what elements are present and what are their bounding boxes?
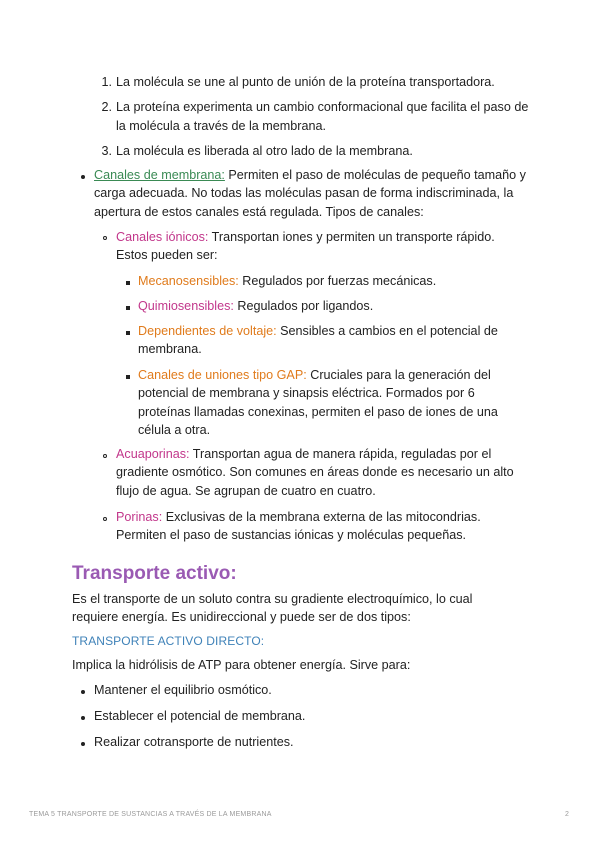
- list-item-mecanosensibles: [138, 272, 518, 290]
- use-item: Establecer el potencial de membrana.: [94, 709, 306, 723]
- acuaporinas-text: Transportan agua de manera rápida, reguladas por el gradiente osmótico. Son comunes en áreas donde es necesario un alto flujo de agua. Se agrupan de cuatro en cuatro.: [116, 447, 514, 498]
- ionicos-text: Transportan iones y permiten un transporte rápido. Estos pueden ser:: [116, 230, 495, 263]
- footer-title: TEMA 5 TRANSPORTE DE SUSTANCIAS A TRAVÉS DE LA MEMBRANA: [29, 811, 272, 818]
- term-mecanosensibles: Mecanosensibles:: [138, 274, 239, 288]
- page-number: 2: [565, 811, 569, 818]
- bullet-disc: [81, 742, 85, 746]
- step-item: [94, 73, 534, 91]
- bullet-disc: [81, 716, 85, 720]
- transporte-directo-intro: Implica la hidrólisis de ATP para obtener energía. Sirve para:: [72, 658, 411, 672]
- term-uniones-gap: Canales de uniones tipo GAP:: [138, 368, 307, 382]
- section-heading-transporte-activo: Transporte activo:: [72, 563, 237, 584]
- bullet-circle: [103, 517, 107, 521]
- term-canales-membrana: Canales de membrana:: [94, 168, 225, 182]
- bullet-square: [126, 375, 130, 379]
- canales-text: Permiten el paso de moléculas de pequeño tamaño y carga adecuada. No todas las moléculas pasan de forma indiscriminada, la apertura de estos canales está regulada. Tipos de canales:: [94, 168, 526, 219]
- bullet-square: [126, 281, 130, 285]
- list-item-canales: [94, 166, 534, 221]
- bullet-square: [126, 331, 130, 335]
- subheading-transporte-directo: TRANSPORTE ACTIVO DIRECTO:: [72, 634, 265, 648]
- list-item-ionicos: [116, 228, 516, 265]
- term-dependientes-voltaje: Dependientes de voltaje:: [138, 324, 277, 338]
- step-text: La proteína experimenta un cambio conformacional que facilita el paso de la molécula a través de la membrana.: [116, 100, 529, 133]
- gap-text: Cruciales para la generación del potencial de membrana y sinapsis eléctrica. Formados por 6 proteínas llamadas conexinas, permiten el paso de iones de una célula a otra.: [138, 368, 498, 438]
- quimiosensibles-text: Regulados por ligandos.: [233, 299, 374, 313]
- list-item-acuaporinas: [116, 445, 526, 500]
- transporte-activo-intro: Es el transporte de un soluto contra su gradiente electroquímico, lo cual requiere energía. Es unidireccional y puede ser de dos tipos:: [72, 592, 473, 625]
- bullet-circle: [103, 236, 107, 240]
- step-number: 1.: [101, 75, 112, 89]
- bullet-circle: [103, 454, 107, 458]
- term-quimiosensibles: Quimiosensibles:: [138, 299, 234, 313]
- list-item-quimiosensibles: [138, 297, 518, 315]
- term-acuaporinas: Acuaporinas:: [116, 447, 190, 461]
- transport-steps-list: [94, 73, 534, 167]
- bullet-disc: [81, 690, 85, 694]
- step-number: 3.: [101, 143, 112, 158]
- voltaje-text: Sensibles a cambios en el potencial de membrana.: [138, 324, 498, 357]
- mecanosensibles-text: Regulados por fuerzas mecánicas.: [238, 274, 437, 288]
- step-text: La molécula se une al punto de unión de la proteína transportadora.: [116, 75, 495, 89]
- step-number: 2.: [101, 100, 112, 115]
- list-item-voltaje: [138, 322, 514, 359]
- list-item-gap: [138, 366, 508, 440]
- term-canales-ionicos: Canales iónicos:: [116, 230, 209, 244]
- step-text: La molécula es liberada al otro lado de la membrana.: [116, 143, 413, 158]
- use-item: Realizar cotransporte de nutrientes.: [94, 735, 294, 749]
- porinas-text: Exclusivas de la membrana externa de las mitocondrias. Permiten el paso de sustancias iónicas y moléculas pequeñas.: [116, 510, 481, 543]
- step-item: [94, 142, 534, 160]
- list-item-porinas: [116, 508, 506, 545]
- bullet-square: [126, 306, 130, 310]
- use-item: Mantener el equilibrio osmótico.: [94, 683, 272, 697]
- term-porinas: Porinas:: [116, 510, 163, 524]
- bullet-disc: [81, 175, 85, 179]
- step-item: [94, 98, 534, 135]
